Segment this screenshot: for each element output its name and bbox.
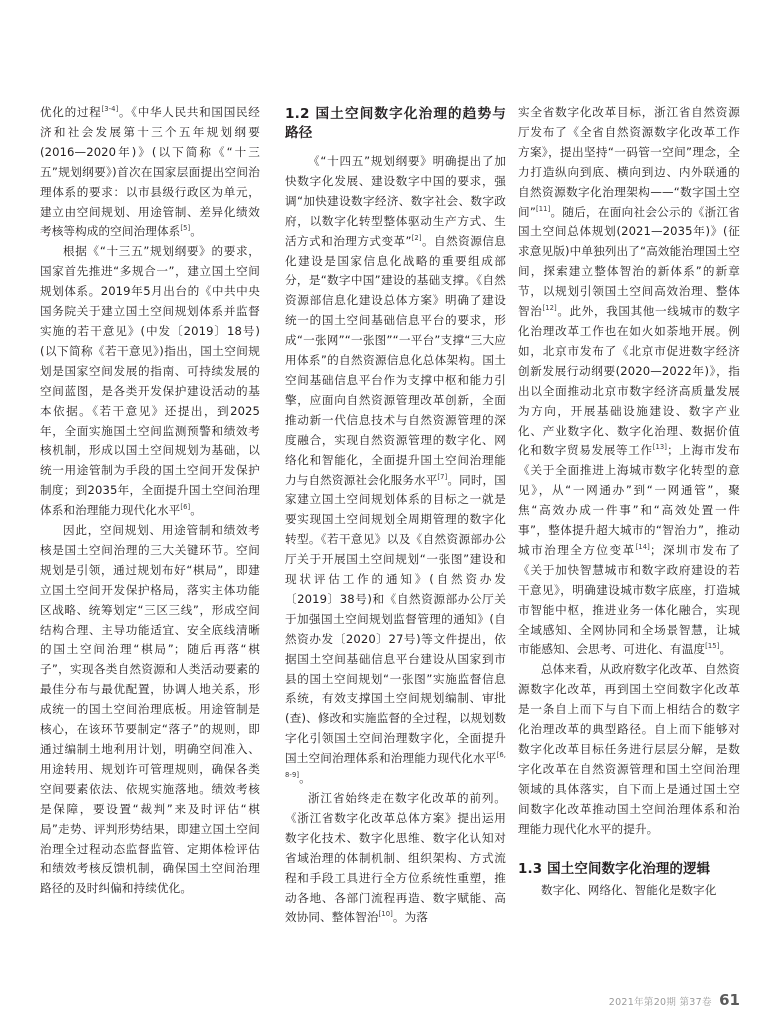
text-column-left bbox=[40, 103, 260, 899]
paragraph: 浙江省始终走在数字化改革的前列。《浙江省数字化改革总体方案》提出运用数字化技术、数字化思维、数字化认知对省域治理的体制机制、组织架构、方式流程和手段工具进行全方位系统性重塑，推动各地、各部门流程再造、数字赋能、高效协同、整体智治[10]。为落 bbox=[285, 791, 506, 925]
text-column-right bbox=[518, 103, 740, 900]
paragraph: 《“十四五”规划纲要》明确提出了加快数字化发展、建设数字中国的要求，强调“加快建设数字经济、数字社会、数字政府，以数字化转型整体驱动生产方式、生活方式和治理方式变革”[2]。自然资源信息化建设是国家信息化战略的重要组成部分，是“数字中国”建设的基础支撑。《自然资源部信息化建设总体方案》明确了建设统一的国土空间基础信息平台的要求，形成“一张网”“一张图”“一平台”支撑“三大应用体系”的自然资源信息化总体架构。国土空间基础信息平台作为支撑中枢和能力引擎，应面向自然资源管理改革创新，全面推动新一代信息技术与自然资源管理的深度融合，实现自然资源管理的数字化、网络化和智能化，全面提升国土空间治理能力与自然资源社会化服务水平[7]。同时，国家建立国土空间规划体系的目标之一就是要实现国土空间规划全周期管理的数字化转型。《若干意见》以及《自然资源部办公厅关于开展国土空间规划“一张图”建设和现状评估工作的通知》(自然资办发〔2019〕38号)和《自然资源部办公厅关于加强国土空间规划监督管理的通知》(自然资办发〔2020〕27号)等文件提出，依据国土空间基础信息平台建设从国家到市县的国土空间规划“一张图”实施监督信息系统，有效支撑国土空间规划编制、审批(查)、修改和实施监督的全过程，以规划数字化引领国土空间治理数字化，全面提升国土空间治理体系和治理能力现代化水平[6, 8-9]。 bbox=[285, 154, 507, 786]
page-footer bbox=[609, 991, 740, 1009]
paragraph: 优化的过程[3-4]。《中华人民共和国国民经济和社会发展第十三个五年规划纲要(2016—2020年)》(以下简称《“十三五”规划纲要》)首次在国家层面提出空间治理体系的要求：以市县级行政区为单元，建立由空间规划、用途管制、差异化绩效考核等构成的空间治理体系[5]。 bbox=[40, 105, 260, 239]
text-column-middle bbox=[285, 103, 506, 928]
section-heading: 1.2 国土空间数字化治理的趋势与路径 bbox=[285, 106, 506, 141]
paragraph: 因此，空间规划、用途管制和绩效考核是国土空间治理的三大关键环节。空间规划是引领，通过规划布好“棋局”，即建立国土空间开发保护格局，落实主体功能区战略、统筹划定“三区三线”，形成空间结构合理、主导功能适宜、安全底线清晰的国土空间治理“棋局”；随后再落“棋子”，实现各类自然资源和人类活动要素的最佳分布与最优配置，协调人地关系，形成统一的国土空间治理底板。用途管制是核心，在该环节要制定“落子”的规则，即通过编制土地利用计划，明确空间准入、用途转用、规划许可管理规则，确保各类空间要素依法、依规实施落地。绩效考核是保障，要设置“裁判”来及时评估“棋局”走势、评判形势结果，即建立国土空间治理全过程动态监督监管、定期体检评估和绩效考核反馈机制，确保国土空间治理路径的及时纠偏和持续优化。 bbox=[40, 523, 260, 896]
issue-info: 2021年第20期 第37卷 bbox=[608, 997, 712, 1008]
section-heading: 1.3 国土空间数字化治理的逻辑 bbox=[518, 861, 711, 877]
paragraph: 根据《“十三五”规划纲要》的要求，国家首先推进“多规合一”，建立国土空间规划体系。2019年5月出台的《中共中央 国务院关于建立国土空间规划体系并监督实施的若干意见》(中发〔2019〕18号)(以下简称《若干意见》)指出，国土空间规划是国家空间发展的指南、可持续发展的空间蓝图，是各类开发保护建设活动的基本依据。《若干意见》还提出，到2025年，全面实施国土空间监测预警和绩效考核机制，形成以国土空间规划为基础，以统一用途管制为手段的国土空间开发保护制度；到2035年，全面提升国土空间治理体系和治理能力现代化水平[6]。 bbox=[40, 244, 260, 518]
page-number: 61 bbox=[719, 991, 740, 1009]
paragraph: 总体来看，从政府数字化改革、自然资源数字化改革，再到国土空间数字化改革是一条自上而下与自下而上相结合的数字化治理改革的典型路径。自上而下能够对数字化改革目标任务进行层层分解，是数字化改革在自然资源管理和国土空间治理领域的具体落实，自下而上是通过国土空间数字化改革推动国土空间治理体系和治理能力现代化水平的提升。 bbox=[518, 662, 740, 836]
paragraph: 实全省数字化改革目标，浙江省自然资源厅发布了《全省自然资源数字化改革工作方案》，提出坚持“一码管一空间”理念，全力打造纵向到底、横向到边、内外联通的自然资源数字化治理架构——“数字国土空间”[11]。随后，在面向社会公示的《浙江省国土空间总体规划(2021—2035年)》(征求意见版)中单独列出了“高效能治理国土空间，探索建立整体智治的新体系”的新章节，以规划引领国土空间高效治理、整体智治[12]。此外，我国其他一线城市的数字化治理改革工作也在如火如荼地开展。例如，北京市发布了《北京市促进数字经济创新发展行动纲要(2020—2022年)》，指出以全面推动北京市数字经济高质量发展为方向，开展基础设施建设、数字产业化、产业数字化、数字化治理、数据价值化和数字贸易发展等工作[13]；上海市发布《关于全面推进上海城市数字化转型的意见》，从“一网通办”到“一网通管”，聚焦“高效办成一件事”和“高效处置一件事”，整体提升超大城市的“智治力”，推动城市治理全方位变革[14]；深圳市发布了《关于加快智慧城市和数字政府建设的若干意见》，明确建设城市数字底座，打造城市智能中枢，推进业务一体化融合，实现全域感知、全网协同和全场景智慧，让城市能感知、会思考、可进化、有温度[15]。 bbox=[518, 105, 741, 657]
paragraph: 数字化、网络化、智能化是数字化 bbox=[541, 882, 717, 897]
